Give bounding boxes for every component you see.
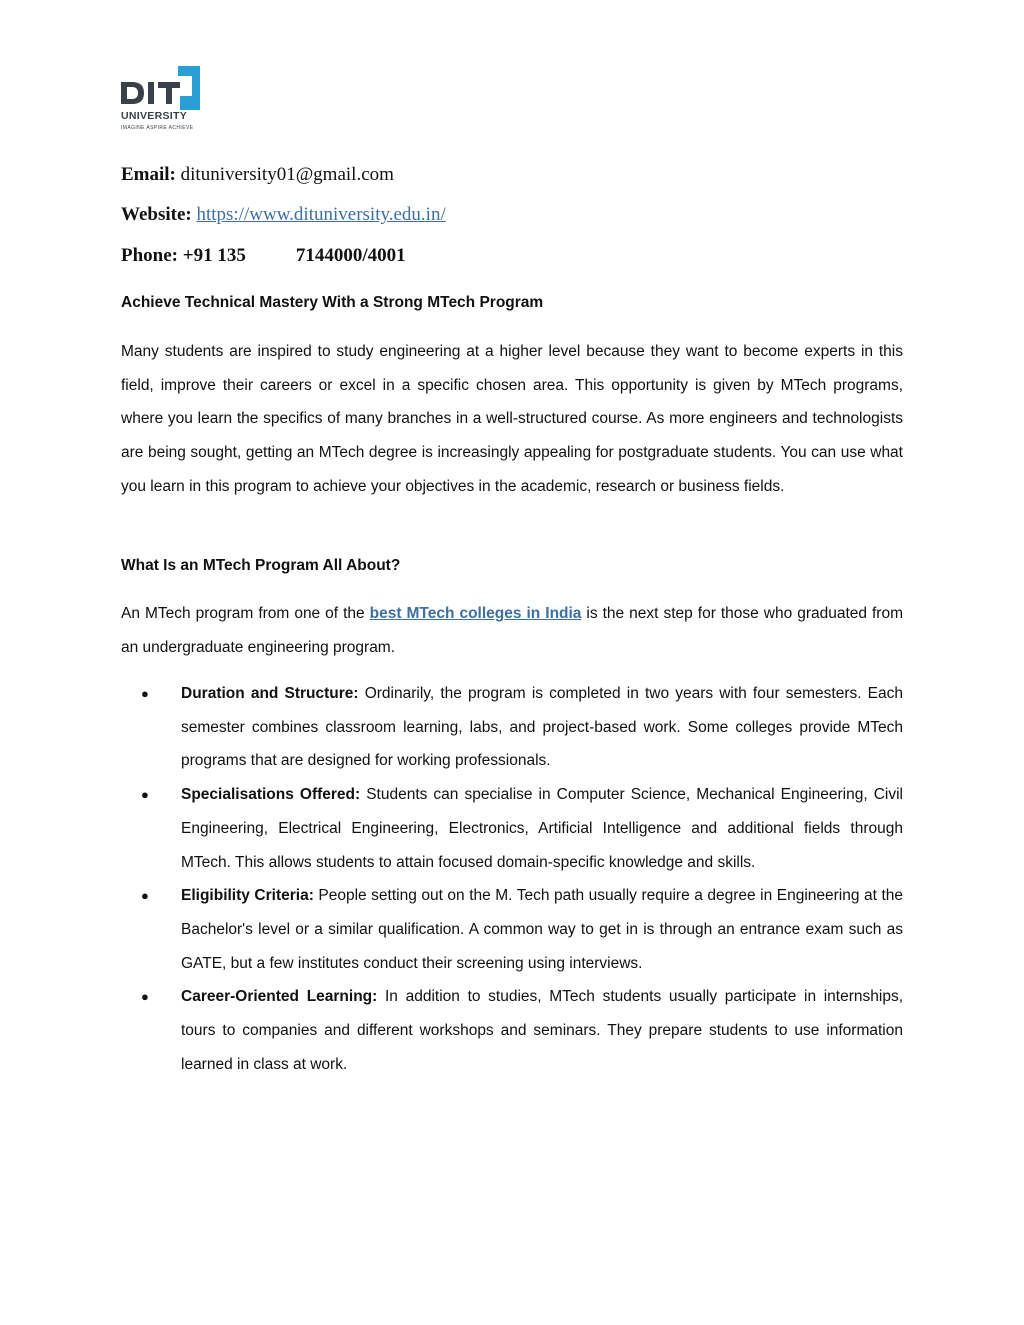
list-item-title: Eligibility Criteria: xyxy=(181,887,314,905)
list-item-text: In addition to studies, MTech students usually participate in internships, tours to companies and different workshops and seminars. They prepare students to use information learned in class at work. xyxy=(181,988,904,1073)
list-item-text: Students can specialise in Computer Science, Mechanical Engineering, Civil Engineering, Electrical Engineering, Electronics, Artificial Intelligence and additional fields through MTech. This allows students to attain focused domain-specific knowledge and skills. xyxy=(181,786,903,871)
phone-label: Phone: +91 135 xyxy=(121,245,246,266)
list-item xyxy=(121,879,903,980)
list-item-title: Duration and Structure: xyxy=(181,685,359,702)
section-heading: Achieve Technical Mastery With a Strong MTech Program xyxy=(121,294,544,311)
website-link[interactable]: https://www.dituniversity.edu.in/ xyxy=(196,204,446,225)
list-item xyxy=(121,677,903,778)
bullet-icon: ● xyxy=(141,787,149,803)
website-label: Website: xyxy=(121,204,192,225)
logo-wordmark: UNIVERSITY xyxy=(121,110,188,122)
paragraph-text: is the next step for those who graduated from an undergraduate engineering program. xyxy=(121,605,904,656)
intro-paragraph: Many students are inspired to study engineering at a higher level because they want to become experts in this field, improve their careers or excel in a specific chosen area. This opportunity is given by MTech programs, where you learn the specifics of many branches in a well-structured course. As more engineers and technologists are being sought, getting an MTech degree is increasingly appealing for postgraduate students. You can use what you learn in this program to achieve your objectives in the academic, research or business fields. xyxy=(121,343,903,495)
list-item-text: People setting out on the M. Tech path usually require a degree in Engineering at the Bachelor's level or a similar qualification. A common way to get in is through an entrance exam such as GATE, but a few institutes conduct their screening using interviews. xyxy=(181,887,903,972)
program-features-list xyxy=(121,677,903,1081)
list-item-text: Ordinarily, the program is completed in two years with four semesters. Each semester combines classroom learning, labs, and project-based work. Some colleges provide MTech programs that are designed for working professionals. xyxy=(181,685,903,770)
mtech-colleges-link[interactable]: best MTech colleges in India xyxy=(369,605,582,622)
list-item-title: Specialisations Offered: xyxy=(181,786,361,804)
phone-line xyxy=(121,245,406,267)
paragraph-text: An MTech program from one of the xyxy=(121,605,370,622)
list-item-title: Career-Oriented Learning: xyxy=(181,988,378,1006)
dit-university-logo xyxy=(118,66,202,134)
bullet-icon: ● xyxy=(141,888,149,904)
section-heading: What Is an MTech Program All About? xyxy=(121,557,401,574)
email-value[interactable]: dituniversity01@gmail.com xyxy=(180,164,394,185)
website-line xyxy=(121,204,446,226)
program-paragraph xyxy=(121,597,903,664)
list-item xyxy=(121,980,903,1081)
email-line xyxy=(121,164,394,186)
bullet-icon: ● xyxy=(141,686,149,701)
logo-tagline: IMAGINE ASPIRE ACHIEVE xyxy=(121,125,194,131)
list-item xyxy=(121,778,903,879)
email-label: Email: xyxy=(121,164,176,185)
bullet-icon: ● xyxy=(141,989,149,1005)
phone-value: 7144000/4001 xyxy=(295,245,406,266)
